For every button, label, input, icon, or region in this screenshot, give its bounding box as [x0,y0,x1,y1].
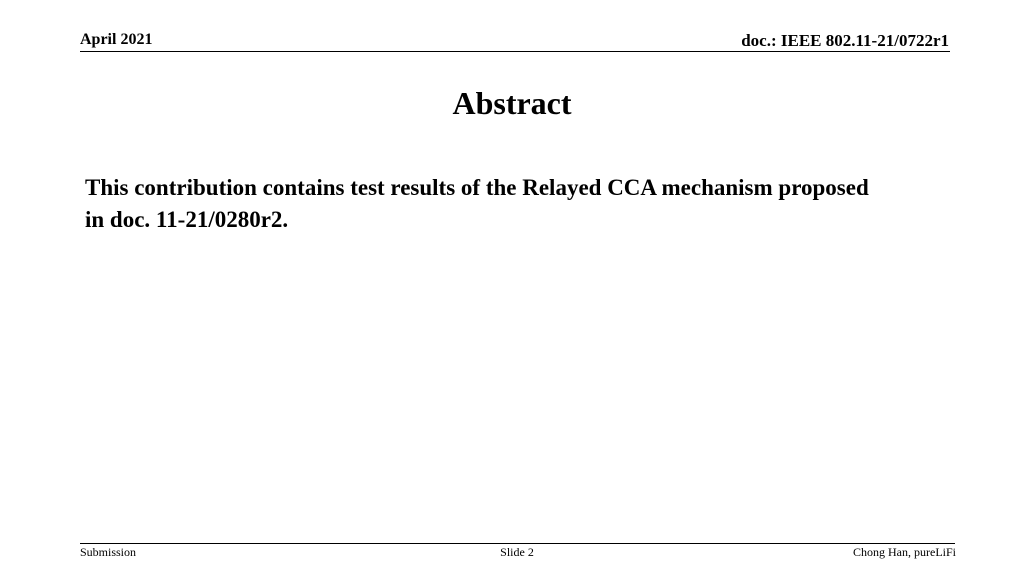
footer-divider [80,543,955,544]
footer-author: Chong Han, pureLiFi [853,545,956,559]
abstract-text: This contribution contains test results of the Relayed CCA mechanism proposed in doc. 11-21/0280r2. [85,175,869,232]
slide-title: Abstract [452,85,572,121]
header-doc-id: doc.: IEEE 802.11-21/0722r1 [741,31,949,50]
header-date: April 2021 [80,31,153,48]
header-divider [80,51,950,52]
footer-submission: Submission [80,545,137,559]
footer-slide-number: Slide 2 [500,545,534,559]
